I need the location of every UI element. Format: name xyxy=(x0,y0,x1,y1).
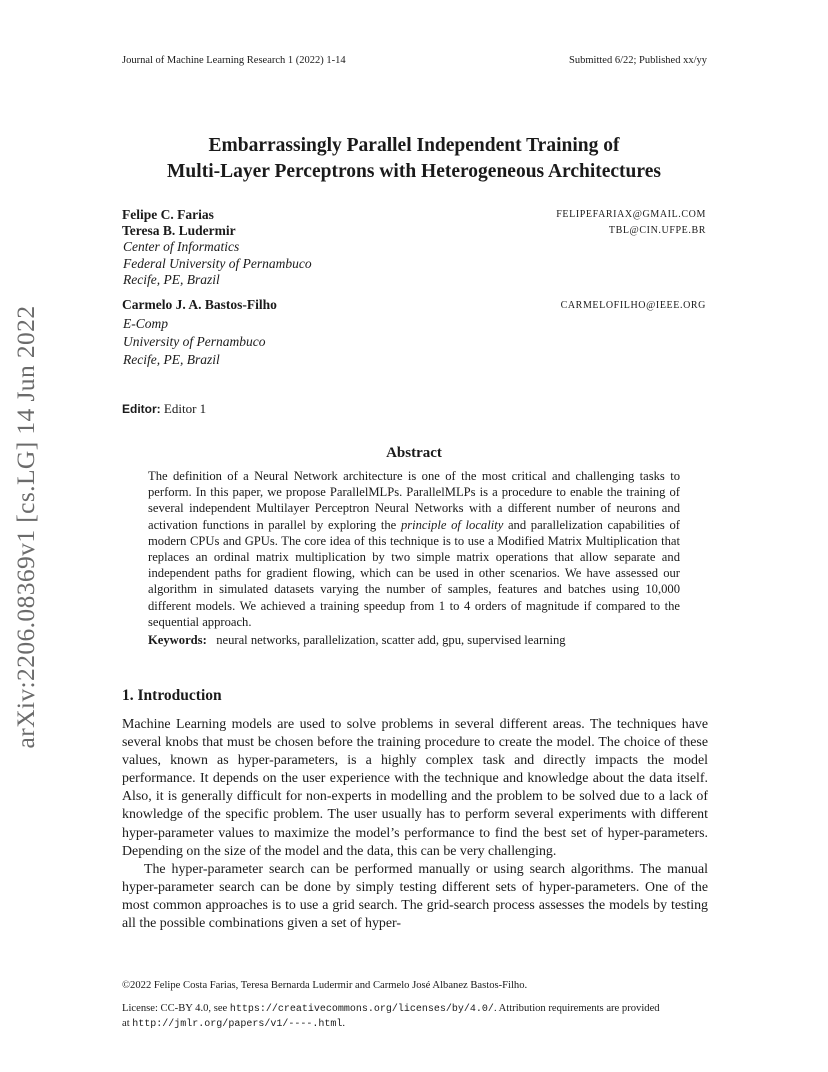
affiliation-line: Recife, PE, Brazil xyxy=(123,272,220,287)
keywords-list: neural networks, parallelization, scatter add, gpu, supervised learning xyxy=(216,633,566,648)
author-email[interactable]: CARMELOFILHO@IEEE.ORG xyxy=(560,300,706,311)
section-body xyxy=(122,716,708,933)
title-line-1: Embarrassingly Parallel Independent Training of xyxy=(208,135,620,156)
abstract-text-part: and parallelization capabilities of modern CPUs and GPUs. The core idea of this technique is to use a Modified Matrix Multiplication that replaces an ordinal matrix multiplication by two simple matrix operations that allow separate and independent paths for gradient flowing, which can be used in other scenarios. We have assessed our algorithm in simulated datasets varying the number of samples, features and batches using 10,000 different models. We achieved a training speedup from 1 to 4 orders of magnitude if compared to the sequential approach. xyxy=(148,517,680,629)
affiliation-line: University of Pernambuco xyxy=(123,334,266,349)
license-notice xyxy=(122,1002,712,1032)
author-email[interactable]: TBL@CIN.UFPE.BR xyxy=(608,225,706,236)
arxiv-stamp xyxy=(3,292,49,762)
editor-value: Editor 1 xyxy=(163,401,207,416)
license-text: License: CC-BY 4.0, see xyxy=(122,1003,230,1014)
keywords-line xyxy=(148,632,680,648)
affiliation-line: Center of Informatics xyxy=(123,239,240,254)
running-header-dates: Submitted 6/22; Published xx/yy xyxy=(569,55,707,66)
copyright-line: ©2022 Felipe Costa Farias, Teresa Bernarda Ludermir and Carmelo José Albanez Bastos-Filho. xyxy=(122,980,528,991)
editor-line xyxy=(122,401,206,417)
author-name: Carmelo J. A. Bastos-Filho xyxy=(122,297,277,312)
affiliation-line: E-Comp xyxy=(123,316,168,331)
title-line-2: Multi-Layer Perceptrons with Heterogeneous Architectures xyxy=(167,161,661,182)
running-header-journal: Journal of Machine Learning Research 1 (2022) 1-14 xyxy=(122,55,346,66)
abstract-heading: Abstract xyxy=(386,445,442,461)
abstract-emphasis: principle of locality xyxy=(400,517,504,532)
paper-link[interactable]: http://jmlr.org/papers/v1/----.html xyxy=(132,1019,343,1030)
paper-title xyxy=(0,133,828,185)
section-heading: 1. Introduction xyxy=(122,687,222,704)
abstract-body xyxy=(148,468,680,648)
author-email[interactable]: FELIPEFARIAX@GMAIL.COM xyxy=(556,209,706,220)
license-text: at xyxy=(122,1018,133,1029)
affiliation-line: Federal University of Pernambuco xyxy=(123,256,312,271)
abstract-text xyxy=(148,468,680,630)
keywords-label: Keywords: xyxy=(148,633,207,648)
abstract-text-part: The definition of a Neural Network architecture is one of the most critical and challenging tasks to perform. In this paper, we propose ParallelMLPs. ParallelMLPs is a procedure to enable the training of several independent Multilayer Perceptron Neural Networks with a different number of neurons and activation functions in parallel by exploring the xyxy=(148,469,680,532)
author-name: Felipe C. Farias xyxy=(122,207,214,222)
arxiv-stamp-text: arXiv:2206.08369v1 [cs.LG] 14 Jun 2022 xyxy=(11,305,40,749)
license-text: . Attribution requirements are provided xyxy=(493,1003,660,1014)
body-paragraph: Machine Learning models are used to solve problems in several different areas. The techniques have several knobs that must be chosen before the training procedure to create the model. The choice of these values, known as hyper-parameters, is a highly complex task and directly impacts the model performance. It depends on the user experience with the technique and knowledge about the data itself. Also, it is generally difficult for non-experts in modelling and the problem to be solved due to a lack of knowledge of the specific problem. The user usually has to perform several experiments with different hyper-parameter values to maximize the model’s performance to find the best set of hyper-parameters. Depending on the size of the model and the data, this can be very challenging. xyxy=(122,717,708,859)
license-text: . xyxy=(342,1018,345,1029)
affiliation-line: Recife, PE, Brazil xyxy=(123,352,220,367)
editor-label: Editor: xyxy=(122,402,161,416)
author-name: Teresa B. Ludermir xyxy=(122,223,236,238)
license-link[interactable]: https://creativecommons.org/licenses/by/4.0/ xyxy=(229,1004,494,1015)
body-paragraph: The hyper-parameter search can be performed manually or using search algorithms. The manual hyper-parameter search can be done by simply testing different sets of hyper-parameters. One of the most common approaches is to use a grid search. The grid-search process assesses the models by testing all the possible combinations given a set of hyper- xyxy=(122,861,708,932)
